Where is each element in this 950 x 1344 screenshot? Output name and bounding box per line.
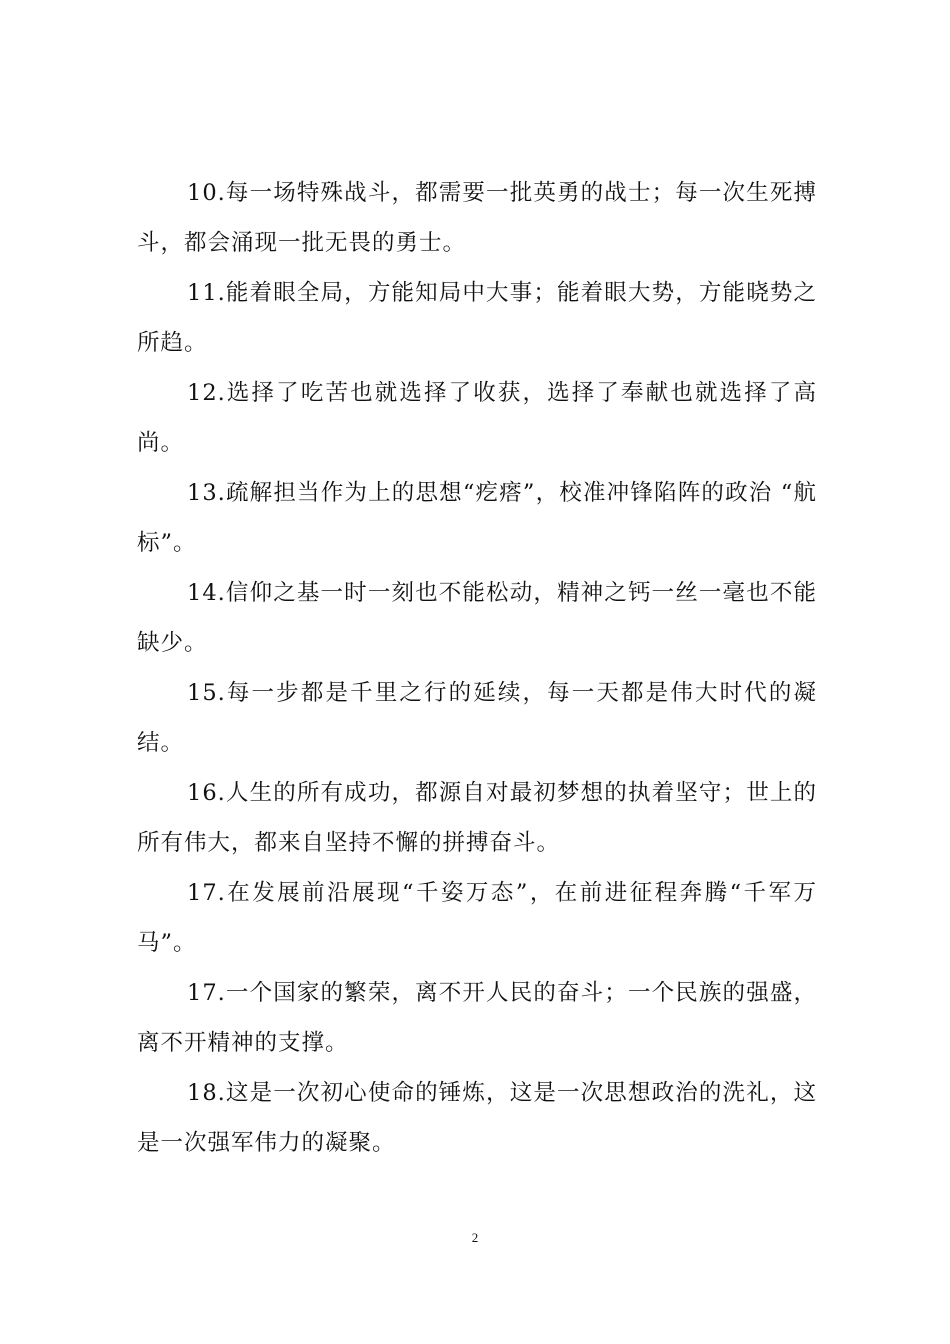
paragraph-18: 18.这是一次初心使命的锤炼，这是一次思想政治的洗礼，这是一次强军伟力的凝聚。 <box>137 1080 817 1156</box>
document-body <box>137 168 817 1168</box>
paragraph-12: 12.选择了吃苦也就选择了收获，选择了奉献也就选择了高尚。 <box>137 380 817 456</box>
paragraph-17b: 17.一个国家的繁荣，离不开人民的奋斗；一个民族的强盛，离不开精神的支撑。 <box>137 980 817 1056</box>
paragraph-11: 11.能着眼全局，方能知局中大事；能着眼大势，方能晓势之所趋。 <box>137 280 817 356</box>
page-number: 2 <box>471 1230 479 1245</box>
paragraph-10: 10.每一场特殊战斗，都需要一批英勇的战士；每一次生死搏斗，都会涌现一批无畏的勇士。 <box>137 180 817 256</box>
paragraph-14: 14.信仰之基一时一刻也不能松动，精神之钙一丝一毫也不能缺少。 <box>137 580 817 656</box>
paragraph-17a: 17.在发展前沿展现“千姿万态”，在前进征程奔腾“千军万马”。 <box>137 880 817 956</box>
paragraph-13: 13.疏解担当作为上的思想“疙瘩”，校准冲锋陷阵的政治 “航标”。 <box>137 480 817 556</box>
paragraph-15: 15.每一步都是千里之行的延续，每一天都是伟大时代的凝结。 <box>137 680 817 756</box>
paragraph-16: 16.人生的所有成功，都源自对最初梦想的执着坚守；世上的所有伟大，都来自坚持不懈的拼搏奋斗。 <box>137 780 817 856</box>
